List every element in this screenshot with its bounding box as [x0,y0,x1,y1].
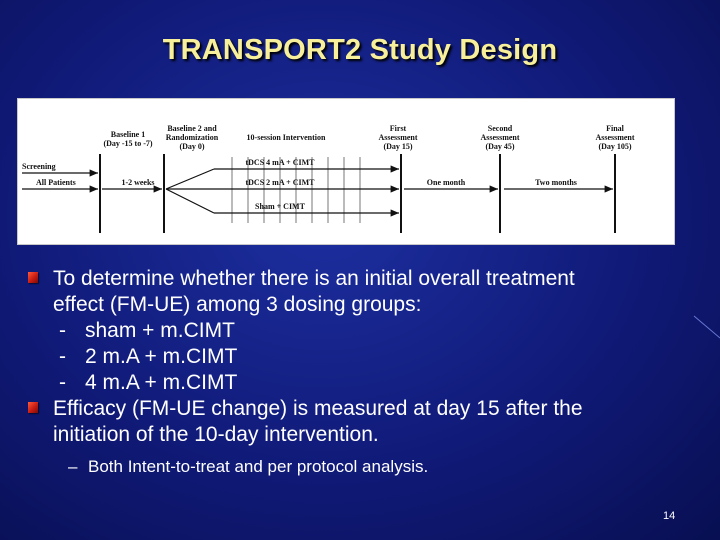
stage-baseline2-line2: Randomization [165,133,219,142]
stage-final-line3: (Day 105) [598,142,632,151]
bullet-objective-line1: To determine whether there is an initial overall treatment [53,267,575,290]
bullet-efficacy-line2: initiation of the 10-day intervention. [53,423,379,446]
bullet-objective [28,266,698,318]
bullet-list [28,266,698,478]
stage-second-line2: Assessment [480,133,520,142]
stage-baseline1-line1: Baseline 1 [110,130,146,139]
one-month-label: One month [426,178,466,187]
stage-final-line2: Assessment [595,133,635,142]
bullet-marker-icon [28,402,38,413]
sub-bullet-text: Both Intent-to-treat and per protocol analysis. [88,457,429,476]
dosing-group-item: - 4 m.A + m.CIMT [59,371,238,394]
dosing-group-text: 4 m.A + m.CIMT [85,371,238,394]
slide-title: TRANSPORT2 Study Design [162,34,558,66]
dosing-group-text: sham + m.CIMT [85,319,235,342]
screening-label: Screening [22,162,56,171]
two-months-label: Two months [535,178,577,187]
bullet-efficacy [28,396,698,448]
arm-4ma-label: tDCS 4 mA + CIMT [245,158,315,167]
stage-final-line1: Final [606,124,624,133]
stage-second-line3: (Day 45) [485,142,515,151]
sub-bullet-dash: – [68,457,78,476]
decorative-line [690,300,720,340]
dosing-group-text: 2 m.A + m.CIMT [85,345,238,368]
arm-4ma-branch [166,169,214,189]
weeks-label: 1-2 weeks [121,178,155,187]
sub-bullet-analysis [68,456,698,478]
all-patients-label: All Patients [36,178,76,187]
dosing-group-item: - 2 m.A + m.CIMT [59,345,238,368]
stage-baseline1-line2: (Day -15 to -7) [103,139,153,148]
stage-first-line3: (Day 15) [383,142,413,151]
stage-baseline2-line3: (Day 0) [179,142,205,151]
bullet-objective-line2: effect (FM-UE) among 3 dosing groups: [53,293,422,316]
stage-baseline2-line1: Baseline 2 and [167,124,217,133]
dosing-group-item: - sham + m.CIMT [59,319,235,342]
stage-first-line2: Assessment [378,133,418,142]
bullet-efficacy-line1: Efficacy (FM-UE change) is measured at day 15 after the [53,397,583,420]
stage-first-line1: First [389,124,407,133]
stage-intervention: 10-session Intervention [246,133,326,142]
bullet-marker-icon [28,272,38,283]
stage-second-line1: Second [487,124,513,133]
arm-sham-label: Sham + CIMT [255,202,305,211]
arm-sham-branch [166,189,214,213]
study-design-diagram [17,98,675,245]
arm-2ma-label: tDCS 2 mA + CIMT [245,178,315,187]
page-number: 14 [663,510,676,522]
